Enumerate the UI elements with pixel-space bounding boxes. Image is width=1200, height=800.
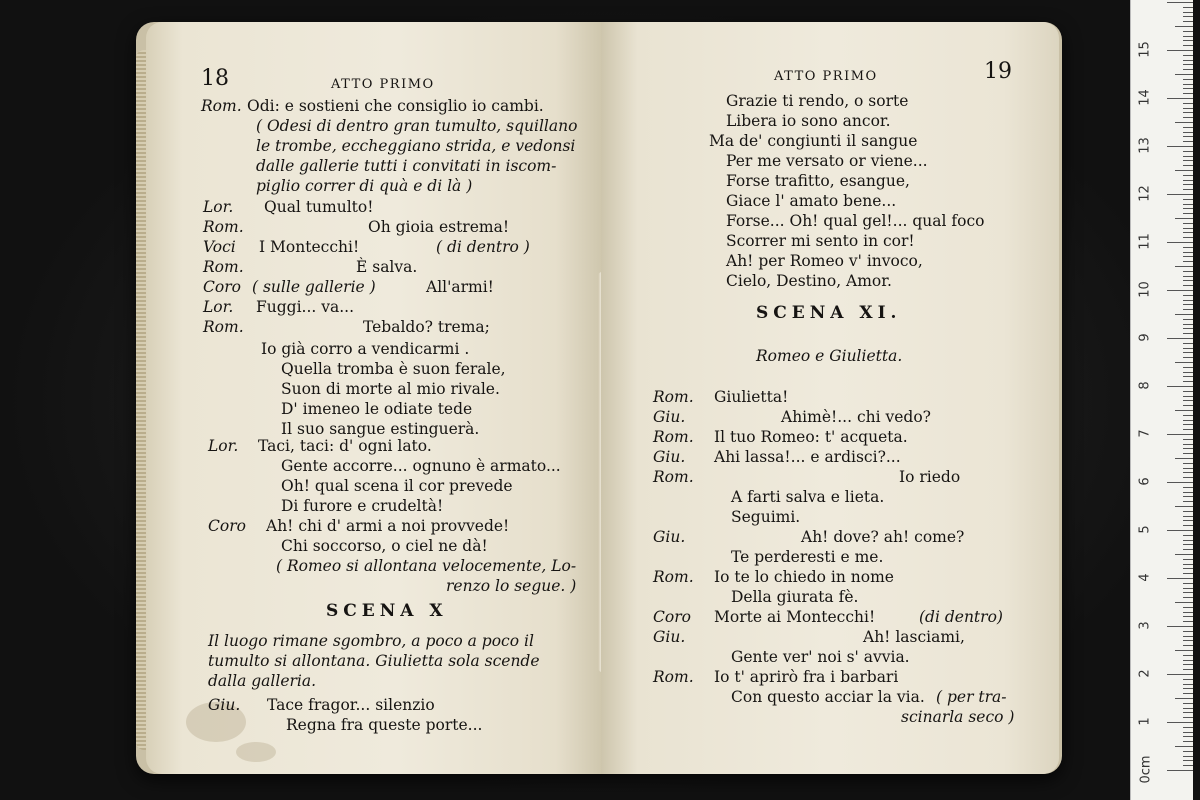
verse-line: Chi soccorso, o ciel ne dà! <box>281 537 488 555</box>
ruler-tick <box>1175 314 1193 315</box>
ruler-tick <box>1167 434 1193 435</box>
ruler-tick <box>1183 732 1193 733</box>
ruler-tick <box>1183 415 1193 416</box>
ruler-tick <box>1183 276 1193 277</box>
ruler-tick <box>1183 64 1193 65</box>
verse-line: Per me versato or viene... <box>726 152 928 170</box>
speaker-label: Giu. <box>653 448 686 466</box>
ruler-tick <box>1175 218 1193 219</box>
ruler-tick <box>1183 756 1193 757</box>
ruler-tick <box>1183 204 1193 205</box>
verse-line: Libera io sono ancor. <box>726 112 891 130</box>
stage-direction: ( sulle gallerie ) <box>252 278 376 296</box>
verse-line: Gente ver' noi s' avvia. <box>731 648 910 666</box>
speaker-label: Rom. <box>653 468 694 486</box>
speaker-label: Lor. <box>208 437 239 455</box>
paper-stain <box>236 742 276 762</box>
verse-line: Ah! lasciami, <box>863 628 965 646</box>
ruler-tick <box>1183 93 1193 94</box>
ruler-tick <box>1183 300 1193 301</box>
ruler-tick <box>1183 372 1193 373</box>
ruler-tick <box>1183 16 1193 17</box>
ruler-tick <box>1183 223 1193 224</box>
speaker-label: Coro <box>203 278 241 296</box>
verse-line: Della giurata fè. <box>731 588 859 606</box>
ruler-tick <box>1183 520 1193 521</box>
ruler-tick <box>1183 544 1193 545</box>
ruler-tick <box>1183 429 1193 430</box>
ruler-tick <box>1183 424 1193 425</box>
speaker-label: Rom. <box>653 568 694 586</box>
verse-line: Oh gioia estrema! <box>368 218 510 236</box>
ruler-label: 7 <box>1137 429 1153 438</box>
verse-line: Seguimi. <box>731 508 801 526</box>
stage-direction: tumulto si allontana. Giulietta sola scende <box>208 652 540 670</box>
ruler-tick <box>1167 2 1193 3</box>
ruler-tick <box>1183 127 1193 128</box>
ruler-tick <box>1183 184 1193 185</box>
ruler-tick <box>1183 472 1193 473</box>
stage-direction: ( Romeo si allontana velocemente, Lo- <box>276 557 577 575</box>
speaker-label: Giu. <box>653 628 686 646</box>
ruler-tick <box>1183 645 1193 646</box>
stage-direction: (di dentro) <box>919 608 1003 626</box>
ruler-tick <box>1175 266 1193 267</box>
ruler-tick <box>1183 132 1193 133</box>
ruler-label: 13 <box>1137 137 1153 154</box>
stage-direction: ( per tra- <box>936 688 1007 706</box>
verse-line: Taci, taci: d' ogni lato. <box>258 437 432 455</box>
verse-line: Fuggi... va... <box>256 298 355 316</box>
ruler-tick <box>1183 165 1193 166</box>
speaker-label: Rom. <box>203 218 244 236</box>
ruler-tick <box>1183 261 1193 262</box>
ruler-label: 10 <box>1137 281 1153 298</box>
ruler-tick <box>1167 626 1193 627</box>
ruler-tick <box>1175 506 1193 507</box>
ruler-tick <box>1183 295 1193 296</box>
speaker-label: Voci <box>203 238 236 256</box>
stage-direction: ( di dentro ) <box>436 238 530 256</box>
ruler-tick <box>1183 199 1193 200</box>
ruler-tick <box>1167 98 1193 99</box>
ruler-tick <box>1183 280 1193 281</box>
ruler-tick <box>1183 448 1193 449</box>
ruler-tick <box>1183 477 1193 478</box>
ruler-tick <box>1183 516 1193 517</box>
stage-direction: le trombe, eccheggiano strida, e vedonsi <box>256 137 576 155</box>
ruler-tick <box>1167 194 1193 195</box>
speaker-label: Rom. <box>203 258 244 276</box>
ruler-tick <box>1183 136 1193 137</box>
verse-line: Tebaldo? trema; <box>363 318 490 336</box>
stage-direction: scinarla seco ) <box>901 708 1015 726</box>
ruler-tick <box>1183 36 1193 37</box>
speaker-label: Giu. <box>653 528 686 546</box>
ruler-tick <box>1175 74 1193 75</box>
speaker-label: Lor. <box>203 298 234 316</box>
stage-direction: dalle gallerie tutti i convitati in iscom- <box>256 157 557 175</box>
ruler-tick <box>1175 170 1193 171</box>
stage-direction: renzo lo segue. ) <box>446 577 577 595</box>
speaker-label: Lor. <box>203 198 234 216</box>
speaker-label: Rom. <box>201 97 242 115</box>
ruler-tick <box>1183 112 1193 113</box>
verse-line: Ah! per Romeo v' invoco, <box>726 252 923 270</box>
ruler-tick <box>1183 156 1193 157</box>
ruler-tick <box>1183 117 1193 118</box>
ruler-tick <box>1183 684 1193 685</box>
page-number: 18 <box>201 66 229 91</box>
ruler-tick <box>1183 228 1193 229</box>
ruler-tick <box>1183 285 1193 286</box>
ruler-label: 12 <box>1137 185 1153 202</box>
ruler-tick <box>1183 468 1193 469</box>
verse-line: Il tuo Romeo: t' acqueta. <box>714 428 908 446</box>
ruler-tick <box>1183 376 1193 377</box>
ruler-label: 15 <box>1137 41 1153 58</box>
ruler-tick <box>1183 208 1193 209</box>
ruler-tick <box>1183 31 1193 32</box>
ruler-tick <box>1183 612 1193 613</box>
speaker-label: Rom. <box>653 668 694 686</box>
verse-line: Grazie ti rendo, o sorte <box>726 92 909 110</box>
ruler-tick <box>1183 679 1193 680</box>
ruler-tick <box>1183 141 1193 142</box>
ruler-tick <box>1183 79 1193 80</box>
verse-line: Forse... Oh! qual gel!... qual foco <box>726 212 985 230</box>
ruler-tick <box>1183 688 1193 689</box>
ruler-tick <box>1183 669 1193 670</box>
ruler-tick <box>1183 400 1193 401</box>
ruler-label: 4 <box>1137 573 1153 582</box>
ruler-tick <box>1167 722 1193 723</box>
verse-line: Morte ai Montecchi! <box>714 608 876 626</box>
ruler-tick <box>1183 549 1193 550</box>
verse-line: Di furore e crudeltà! <box>281 497 444 515</box>
ruler-tick <box>1167 50 1193 51</box>
ruler-label: 6 <box>1137 477 1153 486</box>
ruler-tick <box>1183 765 1193 766</box>
ruler-tick <box>1183 343 1193 344</box>
ruler-tick <box>1175 650 1193 651</box>
ruler-tick <box>1183 564 1193 565</box>
verse-line: Scorrer mi sento in cor! <box>726 232 915 250</box>
ruler-tick <box>1183 88 1193 89</box>
ruler-tick <box>1183 180 1193 181</box>
ruler-tick <box>1183 213 1193 214</box>
ruler-tick <box>1183 655 1193 656</box>
verse-line: Io riedo <box>899 468 961 486</box>
verse-line: Quella tromba è suon ferale, <box>281 360 506 378</box>
stage-direction: Il luogo rimane sgombro, a poco a poco il <box>208 632 534 650</box>
ruler-tick <box>1167 674 1193 675</box>
ruler-tick <box>1183 487 1193 488</box>
verse-line: Forse trafitto, esangue, <box>726 172 910 190</box>
ruler-tick <box>1183 333 1193 334</box>
ruler-tick <box>1183 636 1193 637</box>
verse-line: D' imeneo le odiate tede <box>281 400 473 418</box>
verse-line: All'armi! <box>426 278 494 296</box>
verse-line: Ahimè!... chi vedo? <box>781 408 931 426</box>
ruler-tick <box>1183 45 1193 46</box>
ruler-tick <box>1183 621 1193 622</box>
ruler-tick <box>1183 583 1193 584</box>
ruler-tick <box>1183 160 1193 161</box>
ruler-tick <box>1183 108 1193 109</box>
ruler-tick <box>1183 55 1193 56</box>
ruler-tick <box>1183 693 1193 694</box>
verse-line: Ah! dove? ah! come? <box>801 528 965 546</box>
ruler-tick <box>1183 381 1193 382</box>
ruler-tick <box>1183 703 1193 704</box>
ruler-tick <box>1183 396 1193 397</box>
verse-line: Tace fragor... silenzio <box>267 696 435 714</box>
ruler-tick <box>1183 631 1193 632</box>
verse-line: Giulietta! <box>714 388 789 406</box>
verse-line: Te perderesti e me. <box>731 548 884 566</box>
verse-line: Oh! qual scena il cor prevede <box>281 477 513 495</box>
speaker-label: Rom. <box>203 318 244 336</box>
ruler-tick <box>1183 328 1193 329</box>
ruler-label: 3 <box>1137 621 1153 630</box>
ruler-tick <box>1183 712 1193 713</box>
ruler-tick <box>1175 698 1193 699</box>
ruler-tick <box>1183 760 1193 761</box>
open-book <box>136 22 1062 774</box>
ruler-tick <box>1183 69 1193 70</box>
ruler-tick <box>1183 573 1193 574</box>
ruler-tick <box>1183 324 1193 325</box>
ruler-tick <box>1183 309 1193 310</box>
ruler-tick <box>1183 496 1193 497</box>
ruler-tick <box>1167 290 1193 291</box>
ruler-tick <box>1183 535 1193 536</box>
ruler-tick <box>1167 386 1193 387</box>
ruler-tick <box>1183 525 1193 526</box>
ruler-tick <box>1183 568 1193 569</box>
verse-line: Il suo sangue estinguerà. <box>281 420 480 438</box>
ruler-tick <box>1167 482 1193 483</box>
ruler-tick <box>1167 146 1193 147</box>
ruler-tick <box>1183 247 1193 248</box>
ruler-tick <box>1183 420 1193 421</box>
verse-line: Odi: e sostieni che consiglio io cambi. <box>247 97 544 115</box>
verse-line: Suon di morte al mio rivale. <box>281 380 500 398</box>
ruler-label: 11 <box>1137 233 1153 250</box>
scene-heading: SCENA XI. <box>756 303 902 323</box>
verse-line: I Montecchi! <box>259 238 360 256</box>
speaker-label: Giu. <box>208 696 241 714</box>
verse-line: Qual tumulto! <box>264 198 374 216</box>
ruler-tick <box>1183 175 1193 176</box>
ruler-tick <box>1167 242 1193 243</box>
ruler-tick <box>1183 439 1193 440</box>
ruler-label: 5 <box>1137 525 1153 534</box>
ruler-tick <box>1183 367 1193 368</box>
ruler-tick <box>1183 103 1193 104</box>
running-header: ATTO PRIMO <box>774 69 878 84</box>
ruler-tick <box>1183 256 1193 257</box>
ruler-tick <box>1175 602 1193 603</box>
verse-line: Io già corro a vendicarmi . <box>261 340 470 358</box>
ruler-tick <box>1183 252 1193 253</box>
verse-line: È salva. <box>356 258 418 276</box>
ruler-tick <box>1183 660 1193 661</box>
verse-line: A farti salva e lieta. <box>731 488 885 506</box>
ruler-tick <box>1183 304 1193 305</box>
verse-line: Con questo acciar la via. <box>731 688 925 706</box>
scene-heading: SCENA X <box>326 601 448 621</box>
ruler-tick <box>1167 530 1193 531</box>
ruler-tick <box>1183 463 1193 464</box>
ruler-tick <box>1183 640 1193 641</box>
running-header: ATTO PRIMO <box>331 77 435 92</box>
stage-direction: piglio correr di quà e di là ) <box>256 177 473 195</box>
ruler-tick <box>1183 12 1193 13</box>
ruler-tick <box>1183 751 1193 752</box>
ruler-tick <box>1183 151 1193 152</box>
ruler-tick <box>1183 391 1193 392</box>
ruler-tick <box>1167 578 1193 579</box>
speaker-label: Rom. <box>653 428 694 446</box>
verse-line: Regna fra queste porte... <box>286 716 483 734</box>
ruler-tick <box>1183 453 1193 454</box>
verse-line: Giace l' amato bene... <box>726 192 897 210</box>
ruler-tick <box>1183 319 1193 320</box>
character-list: Romeo e Giulietta. <box>756 347 903 365</box>
ruler-tick <box>1183 271 1193 272</box>
ruler-label: 2 <box>1137 669 1153 678</box>
ruler-tick <box>1175 410 1193 411</box>
ruler-tick <box>1183 237 1193 238</box>
ruler-tick <box>1183 40 1193 41</box>
ruler-tick <box>1175 362 1193 363</box>
ruler-tick <box>1183 717 1193 718</box>
ruler-tick <box>1183 501 1193 502</box>
measurement-ruler <box>1130 0 1193 800</box>
ruler-label: 9 <box>1137 333 1153 342</box>
ruler-tick <box>1183 189 1193 190</box>
ruler-tick <box>1167 770 1193 771</box>
ruler-tick <box>1183 741 1193 742</box>
ruler-tick <box>1175 122 1193 123</box>
verse-line: Cielo, Destino, Amor. <box>726 272 892 290</box>
ruler-tick <box>1183 348 1193 349</box>
ruler-tick <box>1183 21 1193 22</box>
stage-direction: dalla galleria. <box>208 672 317 690</box>
ruler-tick <box>1183 559 1193 560</box>
verse-line: Ah! chi d' armi a noi provvede! <box>266 517 510 535</box>
verse-line: Gente accorre... ognuno è armato... <box>281 457 561 475</box>
ruler-tick <box>1183 592 1193 593</box>
ruler-tick <box>1183 708 1193 709</box>
ruler-tick <box>1183 597 1193 598</box>
ruler-tick <box>1183 84 1193 85</box>
ruler-tick <box>1175 26 1193 27</box>
ruler-tick <box>1183 357 1193 358</box>
page-number: 19 <box>984 59 1012 84</box>
ruler-tick <box>1183 492 1193 493</box>
ruler-label: 8 <box>1137 381 1153 390</box>
left-page <box>146 22 601 774</box>
ruler-tick <box>1175 458 1193 459</box>
ruler-tick <box>1183 232 1193 233</box>
ruler-tick <box>1175 554 1193 555</box>
ruler-tick <box>1183 405 1193 406</box>
speaker-label: Coro <box>653 608 691 626</box>
ruler-tick <box>1183 588 1193 589</box>
ruler-tick <box>1167 338 1193 339</box>
ruler-tick <box>1183 511 1193 512</box>
speaker-label: Giu. <box>653 408 686 426</box>
verse-line: Ma de' congiunti il sangue <box>709 132 918 150</box>
ruler-tick <box>1183 7 1193 8</box>
ruler-label: 0cm <box>1138 755 1154 784</box>
stage-direction: ( Odesi di dentro gran tumulto, squillano <box>256 117 578 135</box>
speaker-label: Coro <box>208 517 246 535</box>
speaker-label: Rom. <box>653 388 694 406</box>
ruler-tick <box>1183 60 1193 61</box>
ruler-tick <box>1183 736 1193 737</box>
ruler-tick <box>1183 607 1193 608</box>
right-page <box>601 22 1059 774</box>
ruler-tick <box>1183 664 1193 665</box>
ruler-tick <box>1183 444 1193 445</box>
ruler-tick <box>1183 540 1193 541</box>
ruler-tick <box>1175 746 1193 747</box>
verse-line: Io t' aprirò fra i barbari <box>714 668 899 686</box>
ruler-tick <box>1183 352 1193 353</box>
ruler-label: 14 <box>1137 89 1153 106</box>
verse-line: Io te lo chiedo in nome <box>714 568 894 586</box>
ruler-tick <box>1183 727 1193 728</box>
ruler-tick <box>1183 616 1193 617</box>
verse-line: Ahi lassa!... e ardisci?... <box>714 448 901 466</box>
ruler-label: 1 <box>1137 717 1153 726</box>
